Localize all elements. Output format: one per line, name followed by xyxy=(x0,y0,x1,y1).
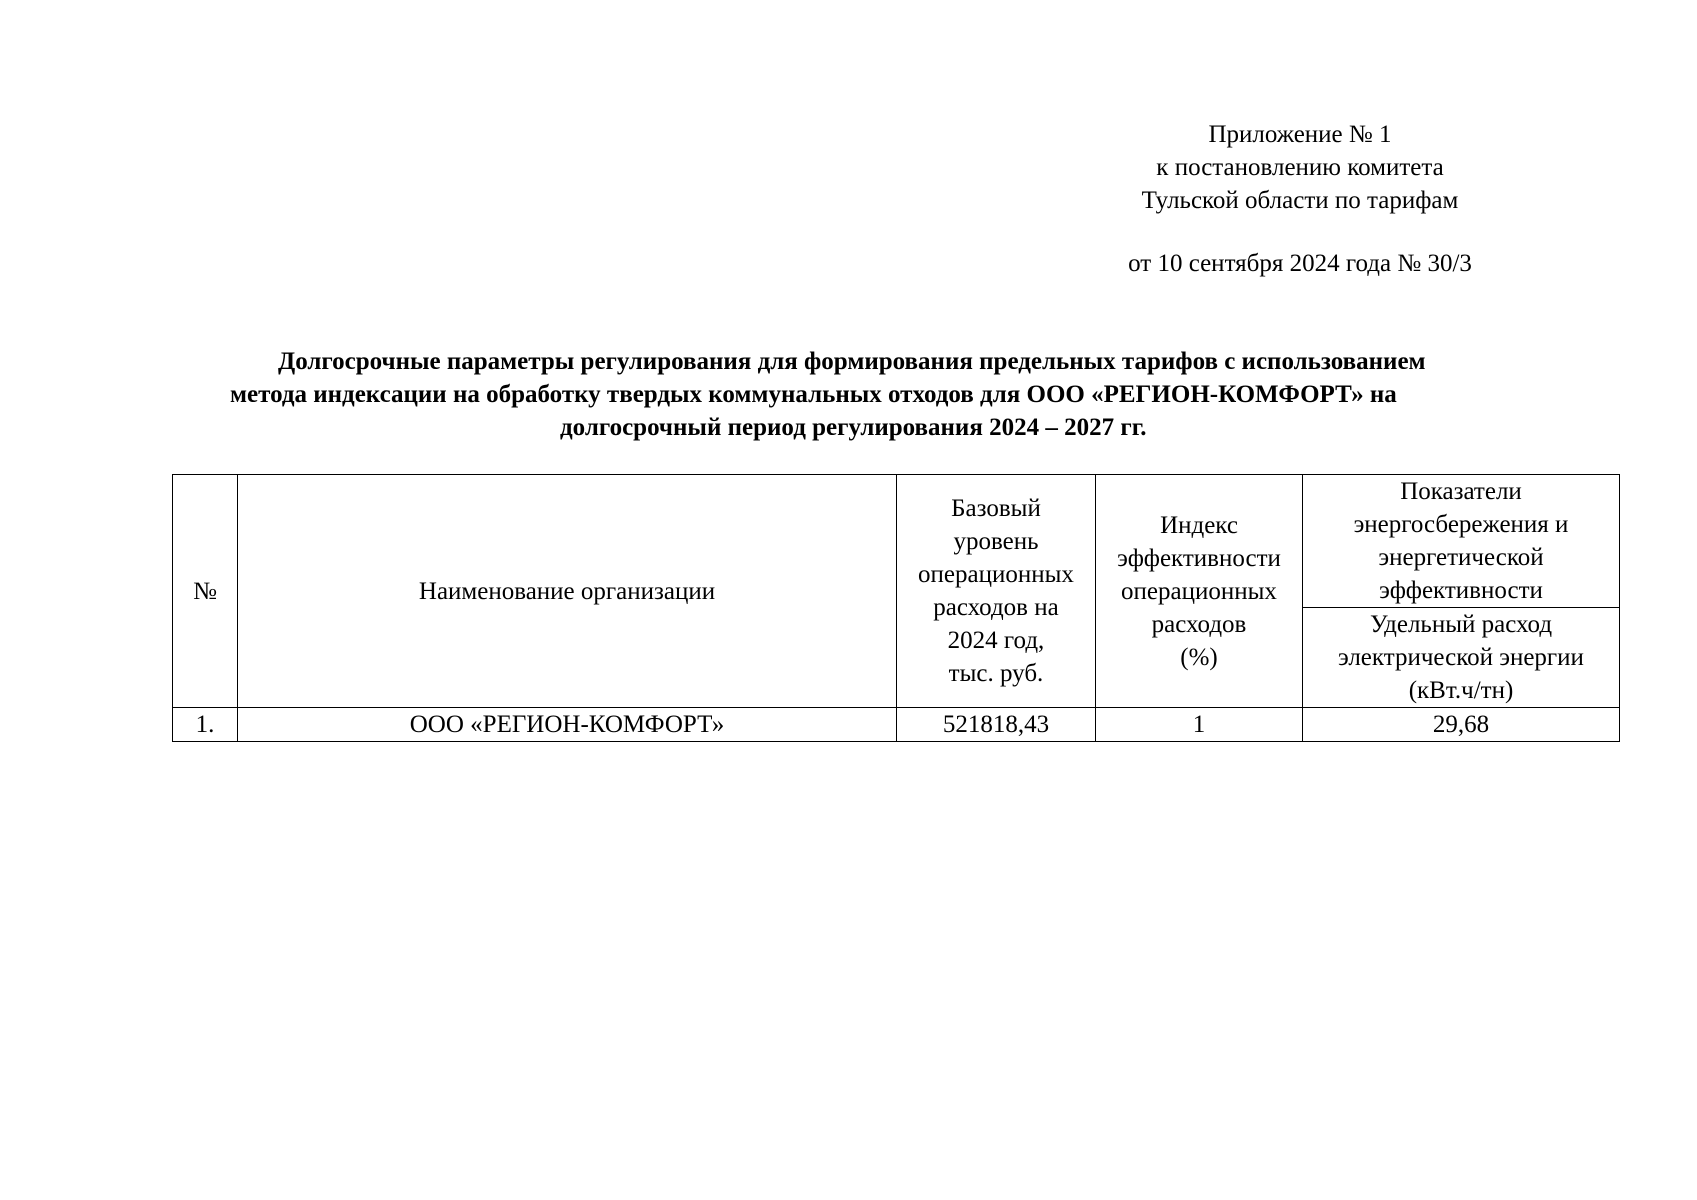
header-base-line: 2024 год, xyxy=(947,627,1045,654)
header-energy-line: Показатели xyxy=(1400,478,1522,505)
header-base-line: Базовый xyxy=(951,495,1041,522)
cell-organization: ООО «РЕГИОН-КОМФОРТ» xyxy=(238,708,897,742)
table-header-row xyxy=(173,475,1620,608)
title-line-2: метода индексации на обработку твердых коммунальных отходов для ООО «РЕГИОН-КОМФОРТ» на xyxy=(230,381,1397,408)
header-efficiency-index xyxy=(1096,475,1303,708)
header-base-line: операционных xyxy=(918,561,1074,588)
header-energy-group xyxy=(1303,475,1620,608)
cell-efficiency-index: 1 xyxy=(1096,708,1303,742)
cell-base-level: 521818,43 xyxy=(897,708,1096,742)
header-index-line: (%) xyxy=(1180,643,1218,671)
header-base-level xyxy=(897,475,1096,708)
header-number: № xyxy=(173,475,238,708)
table-row xyxy=(173,708,1620,742)
header-base-line: расходов на xyxy=(933,594,1059,621)
title-line-3: долгосрочный период регулирования 2024 – 2027 гг. xyxy=(560,414,1147,441)
cell-specific-consumption: 29,68 xyxy=(1303,708,1620,742)
title-line-1: Долгосрочные параметры регулирования для формирования предельных тарифов с использованием xyxy=(278,348,1426,375)
document-title xyxy=(200,345,1600,444)
appendix-number: Приложение № 1 xyxy=(1208,121,1392,148)
header-base-line: уровень xyxy=(953,528,1039,555)
header-organization: Наименование организации xyxy=(238,475,897,708)
header-index-line: Индекс xyxy=(1160,511,1238,539)
header-index-line: эффективности xyxy=(1117,544,1281,572)
header-index-line: операционных xyxy=(1121,577,1277,605)
parameters-table xyxy=(172,474,1620,742)
header-consumption-line: электрической энергии xyxy=(1338,644,1584,671)
header-specific-consumption xyxy=(1303,608,1620,708)
appendix-date: от 10 сентября 2024 года № 30/3 xyxy=(1128,250,1472,277)
appendix-block xyxy=(1080,118,1520,280)
appendix-authority: Тульской области по тарифам xyxy=(1141,187,1459,214)
header-consumption-line: Удельный расход xyxy=(1369,611,1553,638)
header-base-line: тыс. руб. xyxy=(948,660,1044,687)
header-consumption-line: (кВт.ч/тн) xyxy=(1408,677,1514,704)
appendix-reference: к постановлению комитета xyxy=(1156,154,1444,181)
header-energy-line: эффективности xyxy=(1379,577,1543,604)
header-energy-line: энергетической xyxy=(1378,544,1544,571)
header-energy-line: энергосбережения и xyxy=(1353,511,1569,538)
header-index-line: расходов xyxy=(1151,610,1247,638)
cell-number: 1. xyxy=(173,708,238,742)
